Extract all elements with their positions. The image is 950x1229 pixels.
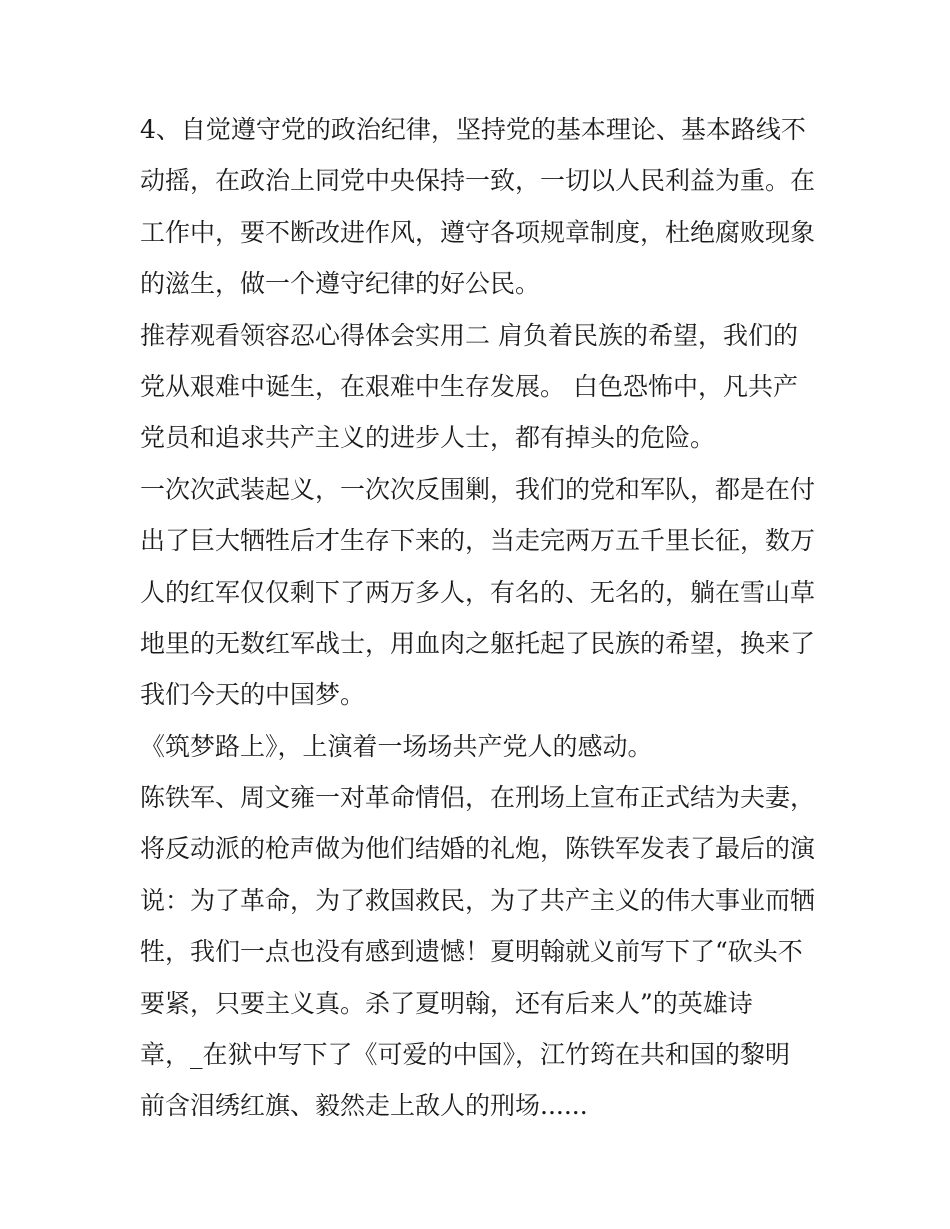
text-line-6: 党从艰难中诞生，在艰难中生存发展。 白色恐怖中，凡共产: [140, 371, 798, 401]
text-line-17: 牲，我们一点也没有感到遗憾！夏明翰就义前写下了“砍头不: [140, 937, 803, 967]
document-body: [140, 104, 820, 1132]
text-line-15: 将反动派的枪声做为他们结婚的礼炮，陈铁军发表了最后的演: [140, 834, 816, 864]
text-line-3: 工作中，要不断改进作风，遵守各项规章制度，杜绝腐败现象: [140, 217, 816, 247]
text-line-9: 出了巨大牺牲后才生存下来的，当走完两万五千里长征，数万: [140, 526, 816, 556]
text-line-4: 的滋生，做一个遵守纪律的好公民。: [140, 269, 541, 299]
text-line-20: 前含泪绣红旗、毅然走上敌人的刑场......: [140, 1091, 588, 1121]
text-line-18: 要紧，只要主义真。杀了夏明翰，还有后来人”的英雄诗: [140, 988, 753, 1018]
text-line-10: 人的红军仅仅剩下了两万多人，有名的、无名的，躺在雪山草: [140, 577, 816, 607]
text-line-16: 说：为了革命，为了救国救民，为了共产主义的伟大事业而牺: [140, 885, 816, 915]
text-line-13: 《筑梦路上》，上演着一场场共产党人的感动。: [140, 731, 653, 761]
text-line-14: 陈铁军、周文雍一对革命情侣，在刑场上宣布正式结为夫妻，: [140, 783, 816, 813]
text-line-1: 4、自觉遵守党的政治纪律，坚持党的基本理论、基本路线不: [140, 115, 806, 144]
text-line-5: 推荐观看领容忍心得体会实用二 肩负着民族的希望，我们的: [140, 320, 798, 350]
text-line-11: 地里的无数红军战士，用血肉之躯托起了民族的希望，换来了: [140, 628, 816, 658]
text-line-19: 章，_在狱中写下了《可爱的中国》，江竹筠在共和国的黎明: [140, 1040, 791, 1070]
text-line-8: 一次次武装起义，一次次反围剿，我们的党和军队，都是在付: [140, 474, 816, 504]
text-line-2: 动摇，在政治上同党中央保持一致，一切以人民利益为重。在: [140, 166, 816, 196]
text-line-12: 我们今天的中国梦。: [140, 680, 366, 710]
text-line-7: 党员和追求共产主义的进步人士，都有掉头的危险。: [140, 423, 716, 453]
